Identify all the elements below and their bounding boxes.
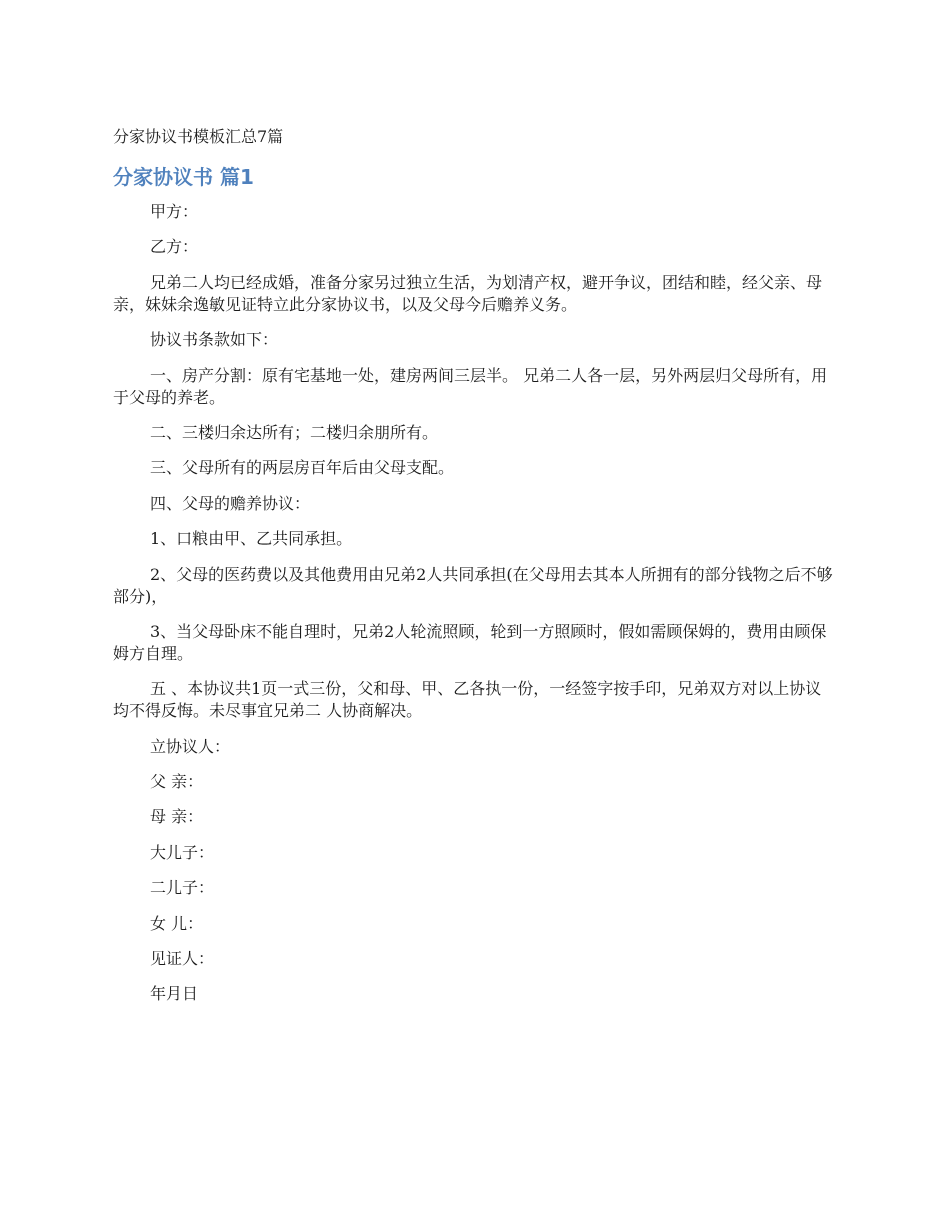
- signature-date: 年月日: [150, 984, 199, 1004]
- support-item-3: 3、当父母卧床不能自理时，兄弟2人轮流照顾，轮到一方照顾时，假如需顾保姆的，费用由顾保姆方自理。: [113, 621, 827, 663]
- support-item-1: 1、口粮由甲、乙共同承担。: [150, 529, 353, 549]
- terms-intro: 协议书条款如下：: [150, 330, 279, 350]
- preamble-paragraph: 兄弟二人均已经成婚，准备分家另过独立生活，为划清产权，避开争议，团结和睦，经父亲、母亲，妹妹余逸敏见证特立此分家协议书，以及父母今后赡养义务。: [113, 272, 823, 314]
- signatories-label: 立协议人：: [150, 736, 231, 756]
- document-title: 分家协议书模板汇总7篇: [113, 127, 284, 146]
- clause-floor-allocation: 二、三楼归余达所有；二楼归余朋所有。: [150, 422, 439, 442]
- clause-copies: 五 、本协议共1页一式三份，父和母、甲、乙各执一份，一经签字按手印，兄弟双方对以上协议均不得反悔。未尽事宜兄弟二 人协商解决。: [113, 679, 822, 721]
- clause-parents-floors: 三、父母所有的两层房百年后由父母支配。: [150, 458, 455, 478]
- signature-mother: 母 亲：: [150, 807, 204, 827]
- signature-daughter: 女 儿：: [150, 913, 204, 933]
- party-a-line: 甲方：: [150, 202, 199, 221]
- support-item-2: 2、父母的医药费以及其他费用由兄弟2人共同承担(在父母用去其本人所拥有的部分钱物之后不够部分)，: [113, 564, 833, 606]
- section-heading: 分家协议书 篇1: [113, 165, 254, 189]
- signature-younger-son: 二儿子：: [150, 878, 215, 898]
- party-b-line: 乙方：: [150, 237, 199, 257]
- clause-support-agreement: 四、父母的赡养协议：: [150, 493, 311, 513]
- clause-property-division: 一、房产分割：原有宅基地一处，建房两间三层半。 兄弟二人各一层，另外两层归父母所有，用于父母的养老。: [113, 365, 828, 407]
- document-body: [113, 201, 835, 1019]
- signature-father: 父 亲：: [150, 772, 204, 792]
- signature-elder-son: 大儿子：: [150, 842, 215, 862]
- signature-witness: 见证人：: [150, 949, 215, 969]
